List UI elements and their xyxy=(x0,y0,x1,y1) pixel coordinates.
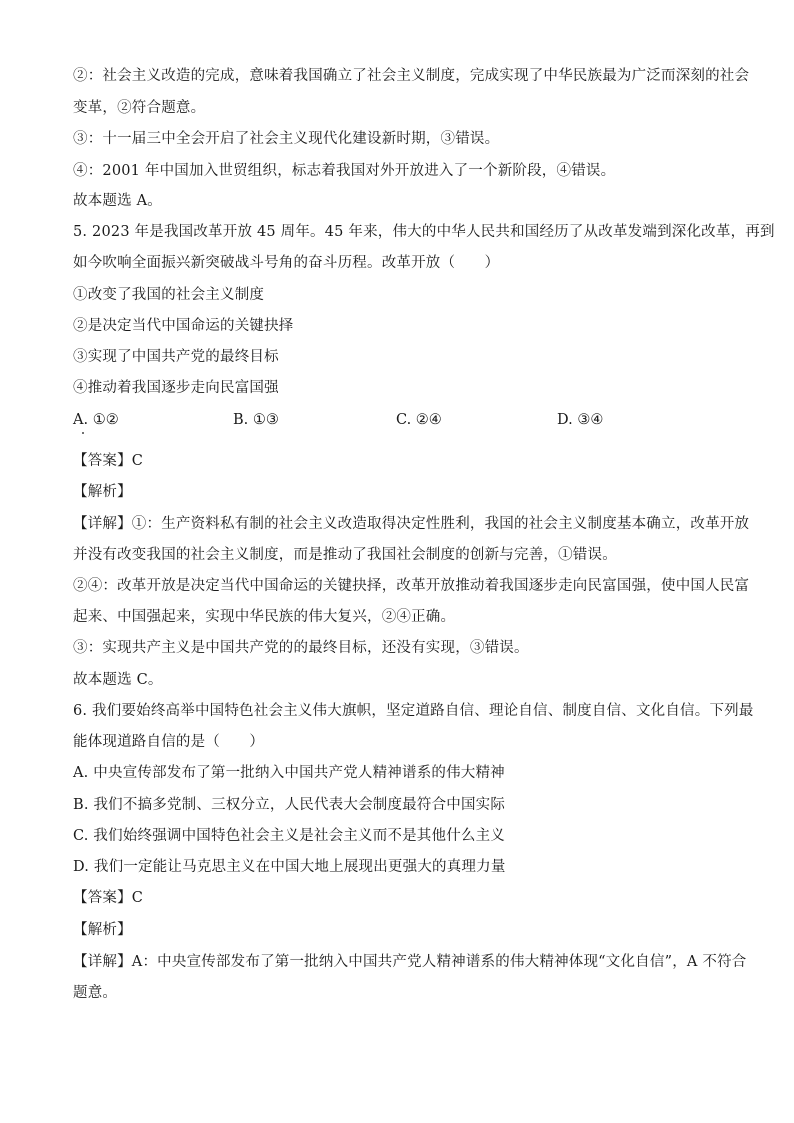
q5-option-d: D. ③④ xyxy=(557,412,604,428)
q6-detail-line-b: 题意。 xyxy=(73,985,118,1001)
q5-item-3: ③实现了中国共产党的最终目标 xyxy=(73,349,279,365)
q5-stem-line-2: 如今吹响全面振兴新突破战斗号角的奋斗历程。改革开放（ ） xyxy=(73,255,500,271)
q5-detail-line-3: ③：实现共产主义是中国共产党的的最终目标，还没有实现，③错误。 xyxy=(73,640,529,656)
q5-conclusion: 故本题选 C。 xyxy=(73,672,163,688)
q5-detail-line-1a: 【详解】①：生产资料私有制的社会主义改造取得决定性胜利，我国的社会主义制度基本确立，改革开放 xyxy=(73,516,750,532)
q6-option-b: B. 我们不搞多党制、三权分立，人民代表大会制度最符合中国实际 xyxy=(73,797,506,813)
q6-answer: 【答案】C xyxy=(73,890,144,906)
q4-explanation-line-2a: ②：社会主义改造的完成，意味着我国确立了社会主义制度，完成实现了中华民族最为广泛而深刻的社会 xyxy=(73,68,750,84)
q5-option-b: B. ①③ xyxy=(233,412,279,428)
q4-explanation-line-4: ④：2001 年中国加入世贸组织，标志着我国对外开放进入了一个新阶段，④错误。 xyxy=(73,163,616,179)
q5-stem-line-1: 5. 2023 年是我国改革开放 45 周年。45 年来，伟大的中华人民共和国经历了从改革发端到深化改革，再到 xyxy=(73,224,775,240)
q6-option-d: D. 我们一定能让马克思主义在中国大地上展现出更强大的真理力量 xyxy=(73,859,506,875)
q5-option-c: C. ②④ xyxy=(396,412,442,428)
q6-stem-line-2: 能体现道路自信的是（ ） xyxy=(73,734,265,750)
q5-answer: 【答案】C xyxy=(73,453,144,469)
q6-detail-line-a: 【详解】A：中央宣传部发布了第一批纳入中国共产党人精神谱系的伟大精神体现“文化自信”，A 不符合 xyxy=(73,954,747,970)
q6-stem-line-1: 6. 我们要始终高举中国特色社会主义伟大旗帜，坚定道路自信、理论自信、制度自信、文化自信。下列最 xyxy=(73,703,754,719)
stray-mark xyxy=(82,432,84,434)
q4-explanation-line-2b: 变革，②符合题意。 xyxy=(73,100,206,116)
q6-analysis-heading: 【解析】 xyxy=(73,922,132,938)
q5-item-2: ②是决定当代中国命运的关键抉择 xyxy=(73,318,294,334)
q5-option-a: A. ①② xyxy=(73,412,119,428)
q4-conclusion: 故本题选 A。 xyxy=(73,193,162,209)
q4-explanation-line-3: ③：十一届三中全会开启了社会主义现代化建设新时期，③错误。 xyxy=(73,131,500,147)
q5-detail-line-1b: 并没有改变我国的社会主义制度，而是推动了我国社会制度的创新与完善，①错误。 xyxy=(73,547,617,563)
q5-detail-line-2a: ②④：改革开放是决定当代中国命运的关键抉择，改革开放推动着我国逐步走向民富国强，使中国人民富 xyxy=(73,578,750,594)
q6-option-a: A. 中央宣传部发布了第一批纳入中国共产党人精神谱系的伟大精神 xyxy=(73,765,505,781)
q5-item-1: ①改变了我国的社会主义制度 xyxy=(73,287,265,303)
q5-analysis-heading: 【解析】 xyxy=(73,484,132,500)
q5-item-4: ④推动着我国逐步走向民富国强 xyxy=(73,380,279,396)
q6-option-c: C. 我们始终强调中国特色社会主义是社会主义而不是其他什么主义 xyxy=(73,828,505,844)
q5-detail-line-2b: 起来、中国强起来，实现中华民族的伟大复兴，②④正确。 xyxy=(73,609,456,625)
